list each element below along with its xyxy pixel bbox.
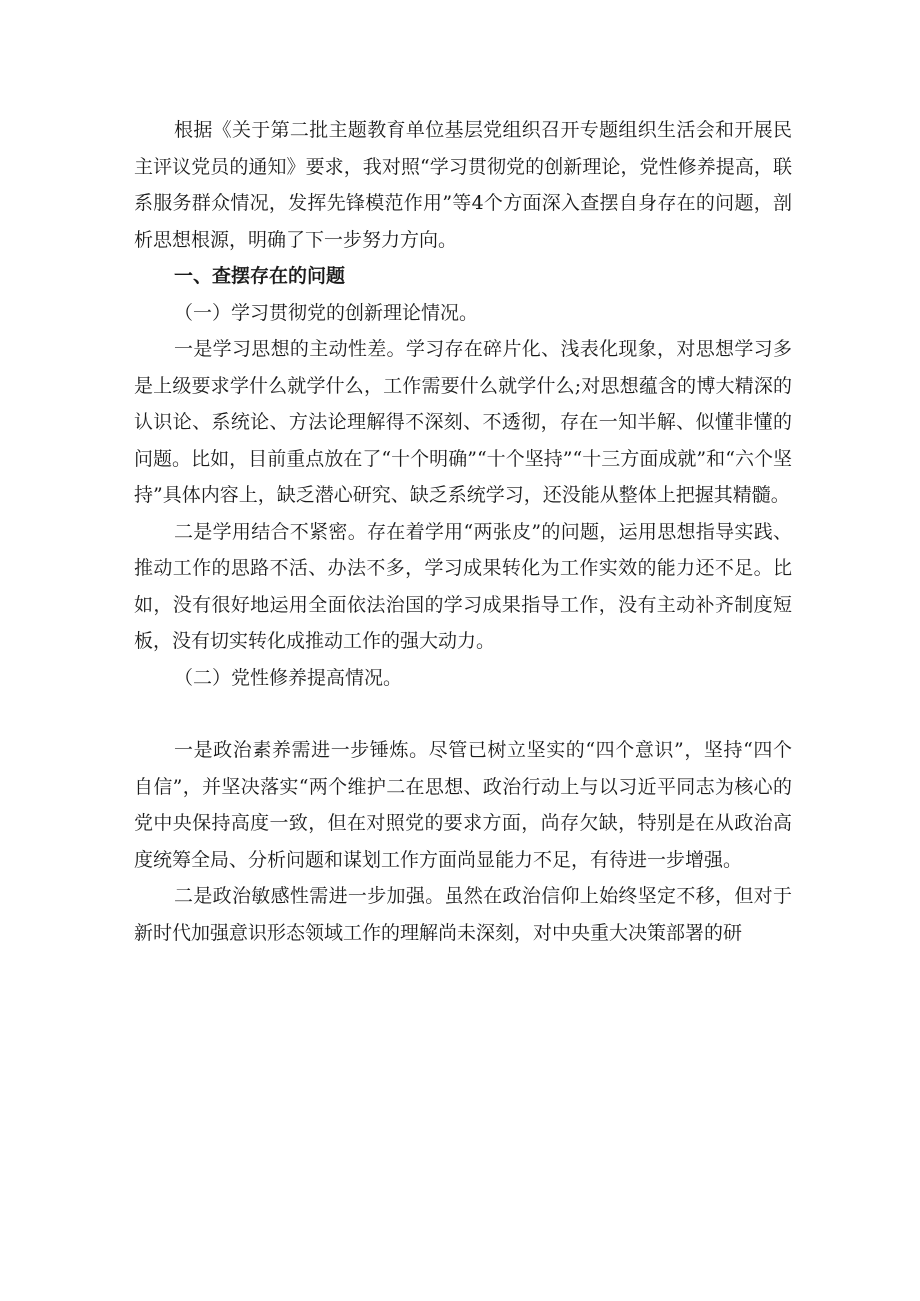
subsection-heading-1: （一）学习贯彻党的创新理论情况。 [174,301,479,324]
paragraph-4: 二是政治敏感性需进一步加强。虽然在政治信仰上始终坚定不移，但对于新时代加强意识形态领域工作的理解尚未深刻，对中央重大决策部署的研 [134,885,792,944]
blank-line [134,696,792,732]
paragraph-3: 一是政治素养需进一步锤炼。尽管已树立坚实的“四个意识”，坚持“四个自信”，并坚决落实“两个维护二在思想、政治行动上与以习近平同志为核心的党中央保持高度一致，但在对照党的要求方面，尚存欠缺，特别是在从政治高度统筹全局、分析问题和谋划工作方面尚显能力不足，有待进一步增强。 [134,739,792,871]
paragraph-1: 一是学习思想的主动性差。学习存在碎片化、浅表化现象，对思想学习多是上级要求学什么就学什么，工作需要什么就学什么;对思想蕴含的博大精深的认识论、系统论、方法论理解得不深刻、不透彻，存在一知半解、似懂非懂的问题。比如，目前重点放在了“十个明确”“十个坚持”“十三方面成就”和“六个坚持”具体内容上，缺乏潜心研究、缺乏系统学习，还没能从整体上把握其精髓。 [134,338,792,506]
section-heading: 一、查摆存在的问题 [174,265,346,287]
paragraph-2: 二是学用结合不紧密。存在着学用“两张皮”的问题，运用思想指导实践、推动工作的思路不活、办法不多，学习成果转化为工作实效的能力还不足。比如，没有很好地运用全面依法治国的学习成果指导工作，没有主动补齐制度短板，没有切实转化成推动工作的强大动力。 [134,520,792,652]
document-body [134,112,792,951]
subsection-heading-2: （二）党性修养提高情况。 [174,666,403,689]
intro-paragraph: 根据《关于第二批主题教育单位基层党组织召开专题组织生活会和开展民主评议党员的通知》要求，我对照“学习贯彻党的创新理论，党性修养提高，联系服务群众情况，发挥先锋模范作用”等4个方面深入查摆自身存在的问题，剖析思想根源，明确了下一步努力方向。 [134,119,792,251]
